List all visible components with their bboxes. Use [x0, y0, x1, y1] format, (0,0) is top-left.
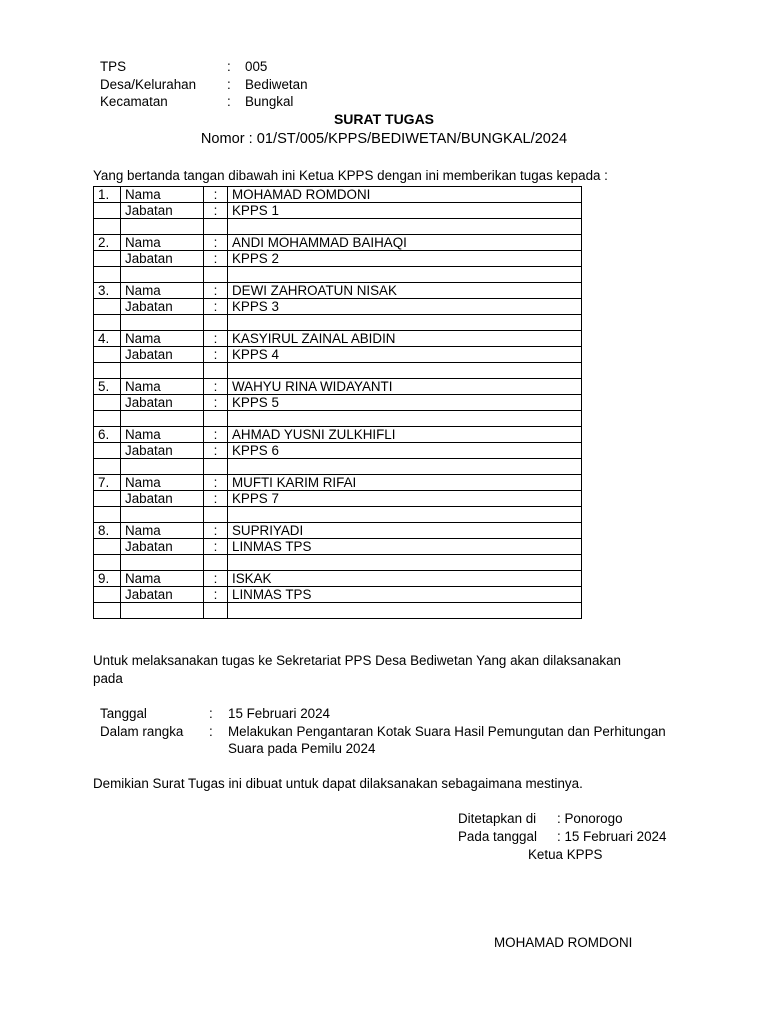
assignee-position-row — [94, 539, 582, 555]
assignee-name: ANDI MOHAMMAD BAIHAQI — [228, 235, 582, 251]
assignee-number: 8. — [94, 523, 121, 539]
assignee-number: 1. — [94, 187, 121, 203]
kecamatan-label: Kecamatan — [100, 94, 168, 109]
jabatan-label: Jabatan — [121, 395, 204, 411]
spacer-row — [94, 363, 582, 379]
tanggal-label: Tanggal — [100, 706, 147, 721]
jabatan-label: Jabatan — [121, 347, 204, 363]
empty-cell — [94, 555, 121, 571]
document-title: SURAT TUGAS — [333, 111, 435, 127]
place-value: : Ponorogo — [557, 811, 623, 826]
empty-cell — [204, 363, 228, 379]
kecamatan-colon: : — [227, 94, 231, 109]
assignee-name: MOHAMAD ROMDONI — [228, 187, 582, 203]
assignee-number: 9. — [94, 571, 121, 587]
jabatan-colon: : — [204, 539, 228, 555]
nama-label: Nama — [121, 475, 204, 491]
rangka-label: Dalam rangka — [100, 724, 184, 739]
jabatan-label: Jabatan — [121, 491, 204, 507]
empty-cell — [204, 555, 228, 571]
spacer-row — [94, 411, 582, 427]
tps-value: 005 — [245, 59, 268, 74]
date-label: Pada tanggal — [458, 829, 537, 844]
assignee-table — [93, 186, 582, 619]
spacer-row — [94, 315, 582, 331]
desa-colon: : — [227, 77, 231, 92]
assignee-position: KPPS 2 — [228, 251, 582, 267]
jabatan-colon: : — [204, 299, 228, 315]
assignee-name-row — [94, 379, 582, 395]
empty-cell — [228, 507, 582, 523]
intro-text: Yang bertanda tangan dibawah ini Ketua KPPS dengan ini memberikan tugas kepada : — [93, 168, 608, 183]
nama-colon: : — [204, 523, 228, 539]
tanggal-value: 15 Februari 2024 — [228, 706, 330, 721]
assignee-position: KPPS 7 — [228, 491, 582, 507]
empty-cell — [94, 491, 121, 507]
assignee-position-row — [94, 491, 582, 507]
assignee-position-row — [94, 203, 582, 219]
empty-cell — [204, 507, 228, 523]
desa-value: Bediwetan — [245, 77, 308, 92]
empty-cell — [94, 315, 121, 331]
signer-name: MOHAMAD ROMDONI — [494, 935, 633, 950]
nama-label: Nama — [121, 331, 204, 347]
assignee-name-row — [94, 475, 582, 491]
empty-cell — [94, 459, 121, 475]
empty-cell — [228, 411, 582, 427]
empty-cell — [94, 267, 121, 283]
jabatan-label: Jabatan — [121, 443, 204, 459]
spacer-row — [94, 219, 582, 235]
date-value: : 15 Februari 2024 — [557, 829, 667, 844]
nama-colon: : — [204, 571, 228, 587]
assignee-number: 6. — [94, 427, 121, 443]
empty-cell — [94, 411, 121, 427]
empty-cell — [94, 363, 121, 379]
empty-cell — [94, 539, 121, 555]
closing-text: Demikian Surat Tugas ini dibuat untuk dapat dilaksanakan sebagaimana mestinya. — [93, 776, 583, 791]
assignee-name: DEWI ZAHROATUN NISAK — [228, 283, 582, 299]
empty-cell — [121, 411, 204, 427]
rangka-colon: : — [209, 724, 213, 739]
empty-cell — [228, 603, 582, 619]
assignee-name-row — [94, 571, 582, 587]
jabatan-colon: : — [204, 395, 228, 411]
nama-label: Nama — [121, 379, 204, 395]
assignee-name-row — [94, 523, 582, 539]
assignee-position-row — [94, 587, 582, 603]
assignee-name-row — [94, 427, 582, 443]
assignee-position-row — [94, 443, 582, 459]
signer-role: Ketua KPPS — [528, 847, 603, 862]
assignee-name-row — [94, 331, 582, 347]
nama-colon: : — [204, 331, 228, 347]
purpose-line-2: pada — [93, 671, 123, 686]
assignee-name: MUFTI KARIM RIFAI — [228, 475, 582, 491]
assignee-position-row — [94, 251, 582, 267]
jabatan-colon: : — [204, 203, 228, 219]
jabatan-label: Jabatan — [121, 539, 204, 555]
empty-cell — [204, 267, 228, 283]
empty-cell — [94, 587, 121, 603]
empty-cell — [121, 603, 204, 619]
assignee-name: KASYIRUL ZAINAL ABIDIN — [228, 331, 582, 347]
assignee-name: SUPRIYADI — [228, 523, 582, 539]
empty-cell — [94, 299, 121, 315]
empty-cell — [94, 203, 121, 219]
purpose-line-1: Untuk melaksanakan tugas ke Sekretariat PPS Desa Bediwetan Yang akan dilaksanakan — [93, 653, 622, 668]
place-label: Ditetapkan di — [458, 811, 537, 826]
nama-label: Nama — [121, 187, 204, 203]
assignee-number: 7. — [94, 475, 121, 491]
empty-cell — [121, 507, 204, 523]
assignee-position: LINMAS TPS — [228, 539, 582, 555]
nama-colon: : — [204, 187, 228, 203]
assignee-number: 4. — [94, 331, 121, 347]
nama-colon: : — [204, 379, 228, 395]
empty-cell — [94, 443, 121, 459]
empty-cell — [204, 411, 228, 427]
empty-cell — [228, 459, 582, 475]
empty-cell — [121, 555, 204, 571]
assignee-position: KPPS 5 — [228, 395, 582, 411]
empty-cell — [228, 555, 582, 571]
assignee-position: LINMAS TPS — [228, 587, 582, 603]
assignee-position-row — [94, 347, 582, 363]
nama-colon: : — [204, 235, 228, 251]
document-number: Nomor : 01/ST/005/KPPS/BEDIWETAN/BUNGKAL/2024 — [200, 131, 568, 147]
rangka-value-line-1: Melakukan Pengantaran Kotak Suara Hasil Pemungutan dan Perhitungan — [228, 724, 666, 739]
nama-label: Nama — [121, 523, 204, 539]
empty-cell — [228, 363, 582, 379]
assignee-number: 2. — [94, 235, 121, 251]
tps-label: TPS — [100, 59, 127, 74]
kecamatan-value: Bungkal — [245, 94, 294, 109]
tanggal-colon: : — [209, 706, 213, 721]
assignee-position: KPPS 4 — [228, 347, 582, 363]
nama-colon: : — [204, 427, 228, 443]
assignee-position-row — [94, 299, 582, 315]
empty-cell — [228, 219, 582, 235]
assignee-name-row — [94, 283, 582, 299]
empty-cell — [204, 459, 228, 475]
nama-label: Nama — [121, 427, 204, 443]
jabatan-label: Jabatan — [121, 251, 204, 267]
empty-cell — [204, 603, 228, 619]
assignee-number: 5. — [94, 379, 121, 395]
jabatan-label: Jabatan — [121, 203, 204, 219]
assignee-name: ISKAK — [228, 571, 582, 587]
spacer-row — [94, 459, 582, 475]
assignee-name-row — [94, 187, 582, 203]
assignee-name: WAHYU RINA WIDAYANTI — [228, 379, 582, 395]
jabatan-colon: : — [204, 587, 228, 603]
spacer-row — [94, 555, 582, 571]
nama-colon: : — [204, 475, 228, 491]
assignee-position: KPPS 6 — [228, 443, 582, 459]
jabatan-colon: : — [204, 443, 228, 459]
assignee-number: 3. — [94, 283, 121, 299]
spacer-row — [94, 603, 582, 619]
empty-cell — [94, 219, 121, 235]
empty-cell — [121, 267, 204, 283]
assignee-name-row — [94, 235, 582, 251]
tps-colon: : — [227, 59, 231, 74]
assignee-name: AHMAD YUSNI ZULKHIFLI — [228, 427, 582, 443]
empty-cell — [94, 507, 121, 523]
empty-cell — [121, 315, 204, 331]
spacer-row — [94, 507, 582, 523]
assignee-position-row — [94, 395, 582, 411]
assignee-position: KPPS 1 — [228, 203, 582, 219]
nama-colon: : — [204, 283, 228, 299]
empty-cell — [94, 603, 121, 619]
desa-label: Desa/Kelurahan — [100, 77, 197, 92]
nama-label: Nama — [121, 283, 204, 299]
empty-cell — [94, 251, 121, 267]
empty-cell — [121, 363, 204, 379]
empty-cell — [228, 315, 582, 331]
jabatan-label: Jabatan — [121, 299, 204, 315]
empty-cell — [204, 315, 228, 331]
empty-cell — [228, 267, 582, 283]
empty-cell — [204, 219, 228, 235]
empty-cell — [121, 459, 204, 475]
empty-cell — [121, 219, 204, 235]
assignee-position: KPPS 3 — [228, 299, 582, 315]
empty-cell — [94, 395, 121, 411]
rangka-value-line-2: Suara pada Pemilu 2024 — [228, 741, 376, 756]
jabatan-label: Jabatan — [121, 587, 204, 603]
jabatan-colon: : — [204, 491, 228, 507]
jabatan-colon: : — [204, 251, 228, 267]
empty-cell — [94, 347, 121, 363]
nama-label: Nama — [121, 571, 204, 587]
nama-label: Nama — [121, 235, 204, 251]
spacer-row — [94, 267, 582, 283]
jabatan-colon: : — [204, 347, 228, 363]
